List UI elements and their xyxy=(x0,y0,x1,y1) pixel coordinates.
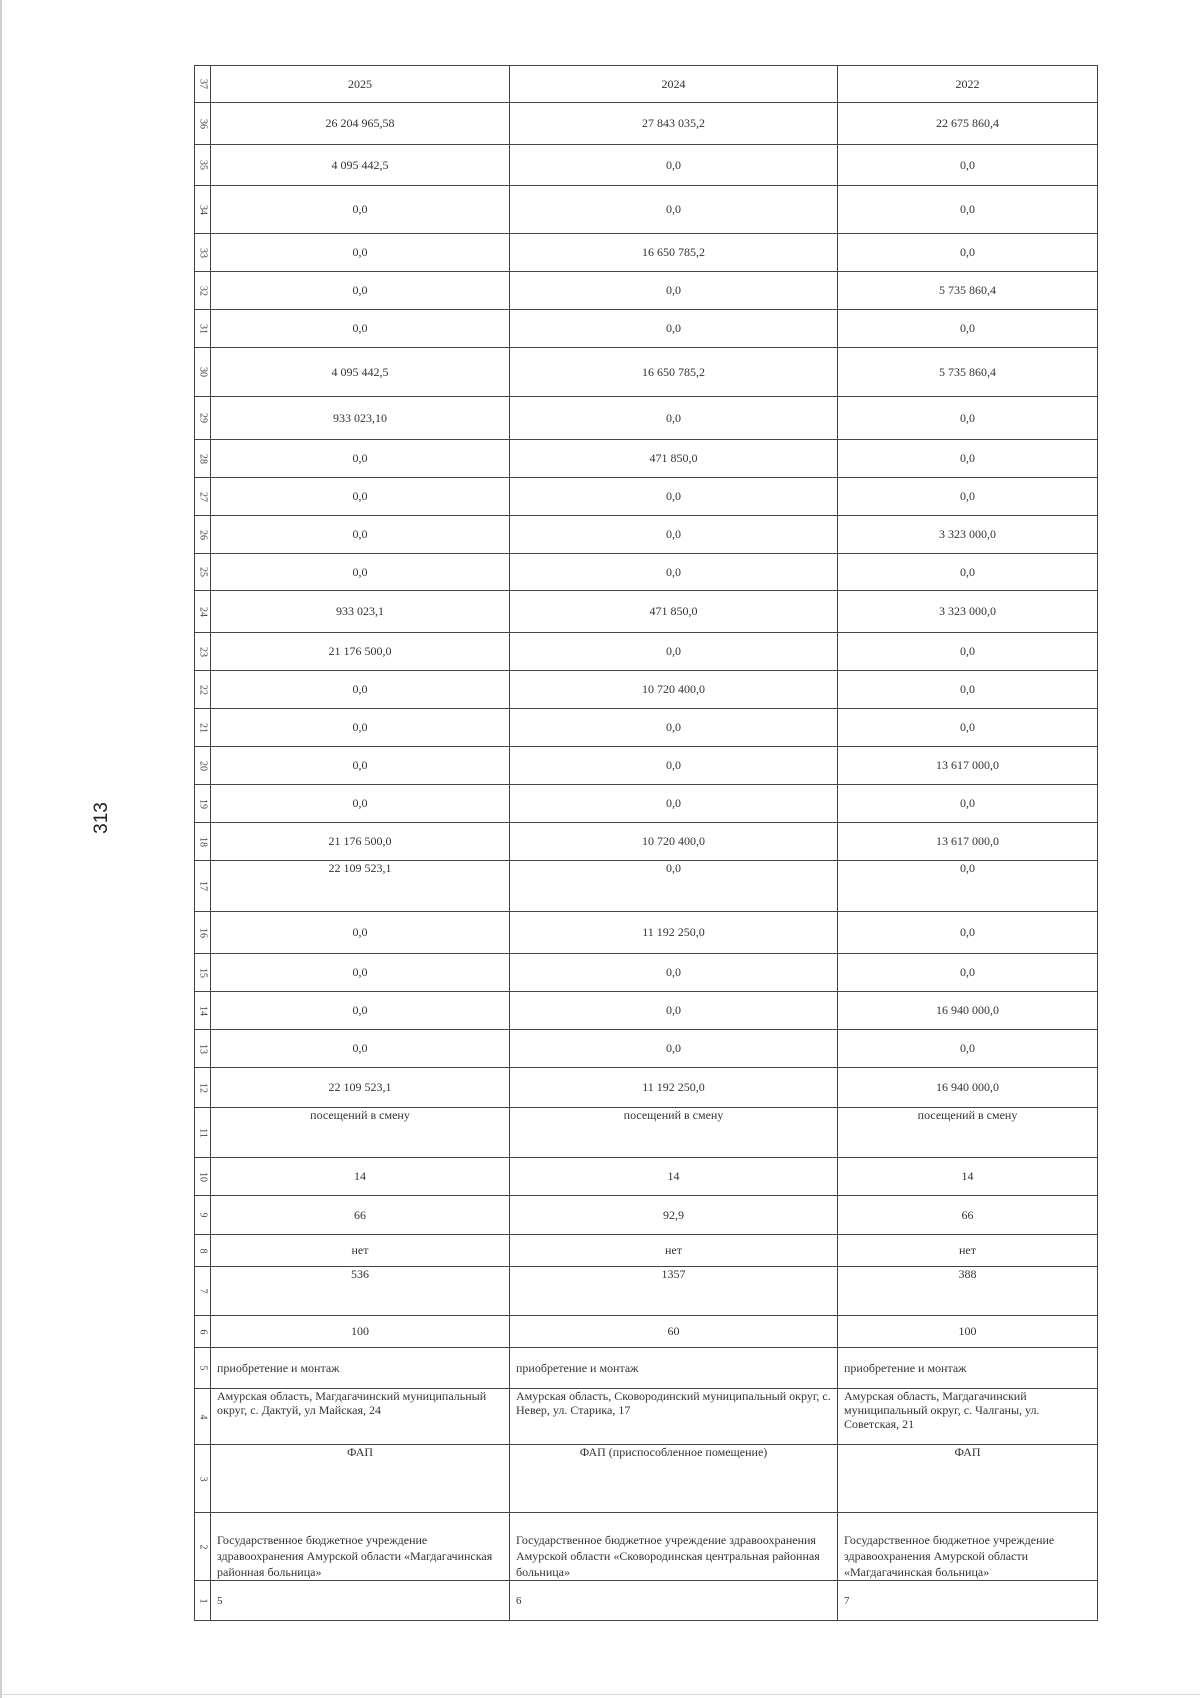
row-number: 14 xyxy=(197,1005,208,1016)
table-cell-col-a: 0,0 xyxy=(211,709,510,747)
page-left-border xyxy=(0,0,2,1698)
table-cell-col-c: 7 xyxy=(838,1581,1098,1621)
table-cell-col-b: Государственное бюджетное учреждение здравоохранения Амурской области «Сковородинская центральная районная больница» xyxy=(510,1513,838,1581)
row-number-cell xyxy=(195,554,211,591)
table-cell-col-c: 0,0 xyxy=(838,785,1098,823)
table-row xyxy=(195,709,1098,747)
row-number-cell xyxy=(195,478,211,516)
table-row xyxy=(195,671,1098,709)
table-cell-col-c: 2022 xyxy=(838,66,1098,103)
table-cell-col-a: 14 xyxy=(211,1158,510,1196)
table-cell-col-b: 60 xyxy=(510,1316,838,1348)
row-number-cell xyxy=(195,671,211,709)
table-cell-col-a: 0,0 xyxy=(211,440,510,478)
table-cell-col-a: 933 023,1 xyxy=(211,591,510,633)
table-cell-col-c: 5 735 860,4 xyxy=(838,272,1098,310)
row-number-cell xyxy=(195,912,211,954)
row-number-cell xyxy=(195,861,211,912)
row-number: 31 xyxy=(197,323,208,334)
row-number-cell xyxy=(195,1108,211,1158)
table-cell-col-a: 0,0 xyxy=(211,912,510,954)
table-row xyxy=(195,310,1098,348)
table-row xyxy=(195,348,1098,397)
row-number: 19 xyxy=(197,798,208,809)
table-cell-col-b: 27 843 035,2 xyxy=(510,103,838,145)
table-cell-col-a: 0,0 xyxy=(211,554,510,591)
row-number-cell xyxy=(195,310,211,348)
table-row xyxy=(195,633,1098,671)
table-cell-col-a: 0,0 xyxy=(211,478,510,516)
table-cell-col-c: 0,0 xyxy=(838,145,1098,186)
table-cell-col-a: 4 095 442,5 xyxy=(211,348,510,397)
table-row xyxy=(195,912,1098,954)
table-row xyxy=(195,1267,1098,1316)
table-cell-col-c: 5 735 860,4 xyxy=(838,348,1098,397)
row-number: 4 xyxy=(197,1414,208,1419)
table-cell-col-b: приобретение и монтаж xyxy=(510,1348,838,1389)
table-cell-col-c: 13 617 000,0 xyxy=(838,747,1098,785)
row-number: 32 xyxy=(197,285,208,296)
row-number-cell xyxy=(195,1513,211,1581)
table-cell-col-c: 16 940 000,0 xyxy=(838,992,1098,1030)
row-number-cell xyxy=(195,1030,211,1068)
table-row xyxy=(195,397,1098,440)
row-number-cell xyxy=(195,633,211,671)
row-number-cell xyxy=(195,747,211,785)
table-row xyxy=(195,1030,1098,1068)
row-number: 23 xyxy=(197,646,208,657)
table-cell-col-a: 0,0 xyxy=(211,234,510,272)
table-cell-col-a: 2025 xyxy=(211,66,510,103)
row-number: 13 xyxy=(197,1043,208,1054)
table-cell-col-a: 0,0 xyxy=(211,272,510,310)
table-cell-col-b: ФАП (приспособленное помещение) xyxy=(510,1445,838,1513)
row-number: 6 xyxy=(197,1329,208,1334)
table-cell-col-b: 0,0 xyxy=(510,516,838,554)
table-cell-col-c: 22 675 860,4 xyxy=(838,103,1098,145)
table-cell-col-c: 0,0 xyxy=(838,861,1098,912)
table-row xyxy=(195,1068,1098,1108)
row-number: 37 xyxy=(197,79,208,89)
table-cell-col-c: 66 xyxy=(838,1196,1098,1235)
table-cell-col-c: ФАП xyxy=(838,1445,1098,1513)
row-number-cell xyxy=(195,591,211,633)
row-number-cell xyxy=(195,272,211,310)
table-cell-col-a: 22 109 523,1 xyxy=(211,1068,510,1108)
table-cell-col-b: 0,0 xyxy=(510,272,838,310)
row-number-cell xyxy=(195,1196,211,1235)
row-number-cell xyxy=(195,1581,211,1621)
row-number: 10 xyxy=(197,1171,208,1182)
table-row xyxy=(195,992,1098,1030)
row-number-cell xyxy=(195,1235,211,1267)
table-row xyxy=(195,66,1098,103)
row-number: 9 xyxy=(197,1212,208,1218)
table-cell-col-a: ФАП xyxy=(211,1445,510,1513)
row-number-cell xyxy=(195,145,211,186)
row-number: 3 xyxy=(197,1476,208,1481)
table-cell-col-a: 22 109 523,1 xyxy=(211,861,510,912)
table-cell-col-a: 0,0 xyxy=(211,516,510,554)
table-cell-col-a: 0,0 xyxy=(211,785,510,823)
row-number-cell xyxy=(195,1068,211,1108)
table-cell-col-a: Амурская область, Магдагачинский муниципальный округ, с. Дактуй, ул Майская, 24 xyxy=(211,1389,510,1445)
row-number-cell xyxy=(195,103,211,145)
table-cell-col-b: посещений в смену xyxy=(510,1108,838,1158)
table-cell-col-a: 536 xyxy=(211,1267,510,1316)
table-cell-col-c: 100 xyxy=(838,1316,1098,1348)
table-cell-col-c: 0,0 xyxy=(838,554,1098,591)
row-number-cell xyxy=(195,1445,211,1513)
row-number-cell xyxy=(195,954,211,992)
table-row xyxy=(195,1581,1098,1621)
table-row xyxy=(195,823,1098,861)
row-number: 2 xyxy=(197,1544,208,1549)
row-number: 11 xyxy=(197,1127,208,1138)
table-cell-col-b: 10 720 400,0 xyxy=(510,823,838,861)
table-row xyxy=(195,1389,1098,1445)
row-number: 29 xyxy=(197,413,208,423)
table-cell-col-b: 0,0 xyxy=(510,145,838,186)
table-row xyxy=(195,1158,1098,1196)
table-row xyxy=(195,272,1098,310)
row-number: 35 xyxy=(197,160,208,170)
page-bottom-line xyxy=(0,1694,1200,1695)
table-row xyxy=(195,1196,1098,1235)
table-cell-col-a: Государственное бюджетное учреждение здравоохранения Амурской области «Магдагачинская районная больница» xyxy=(211,1513,510,1581)
table-cell-col-a: 0,0 xyxy=(211,747,510,785)
table-cell-col-b: 0,0 xyxy=(510,785,838,823)
table-cell-col-b: 6 xyxy=(510,1581,838,1621)
row-number-cell xyxy=(195,186,211,234)
table-row xyxy=(195,186,1098,234)
table-row xyxy=(195,785,1098,823)
table-cell-col-c: 13 617 000,0 xyxy=(838,823,1098,861)
table-cell-col-b: 10 720 400,0 xyxy=(510,671,838,709)
row-number: 1 xyxy=(197,1598,208,1603)
row-number: 21 xyxy=(197,722,208,733)
table-cell-col-b: 471 850,0 xyxy=(510,591,838,633)
row-number: 5 xyxy=(197,1365,208,1371)
table-cell-col-b: 16 650 785,2 xyxy=(510,348,838,397)
table-cell-col-c: 0,0 xyxy=(838,912,1098,954)
table-row xyxy=(195,1235,1098,1267)
table-row xyxy=(195,1513,1098,1581)
table-cell-col-a: 21 176 500,0 xyxy=(211,823,510,861)
table-cell-col-b: Амурская область, Сковородинский муниципальный округ, с. Невер, ул. Старика, 17 xyxy=(510,1389,838,1445)
row-number: 30 xyxy=(197,367,208,377)
row-number-cell xyxy=(195,440,211,478)
row-number: 33 xyxy=(197,247,208,258)
table-row xyxy=(195,478,1098,516)
row-number-cell xyxy=(195,823,211,861)
table-cell-col-c: 0,0 xyxy=(838,234,1098,272)
table-cell-col-b: 0,0 xyxy=(510,954,838,992)
table-cell-col-b: 16 650 785,2 xyxy=(510,234,838,272)
table-cell-col-a: 0,0 xyxy=(211,992,510,1030)
table-row xyxy=(195,516,1098,554)
table-cell-col-c: 0,0 xyxy=(838,1030,1098,1068)
table-row xyxy=(195,440,1098,478)
row-number: 8 xyxy=(197,1248,208,1253)
table-cell-col-c: 388 xyxy=(838,1267,1098,1316)
row-number-cell xyxy=(195,397,211,440)
table-cell-col-c: приобретение и монтаж xyxy=(838,1348,1098,1389)
row-number-cell xyxy=(195,516,211,554)
table-cell-col-c: посещений в смену xyxy=(838,1108,1098,1158)
row-number: 36 xyxy=(197,118,208,129)
table-cell-col-a: 5 xyxy=(211,1581,510,1621)
row-number-cell xyxy=(195,66,211,103)
table-cell-col-b: 0,0 xyxy=(510,186,838,234)
row-number: 17 xyxy=(197,881,208,891)
row-number: 22 xyxy=(197,684,208,695)
page-number: 313 xyxy=(91,802,112,834)
row-number-cell xyxy=(195,992,211,1030)
table-row xyxy=(195,1348,1098,1389)
table-cell-col-b: 0,0 xyxy=(510,478,838,516)
table-cell-col-b: 0,0 xyxy=(510,633,838,671)
table-cell-col-c: 0,0 xyxy=(838,397,1098,440)
row-number-cell xyxy=(195,1158,211,1196)
table-cell-col-a: 21 176 500,0 xyxy=(211,633,510,671)
table-cell-col-c: Амурская область, Магдагачинский муниципальный округ, с. Чалганы, ул. Советская, 21 xyxy=(838,1389,1098,1445)
row-number: 16 xyxy=(197,927,208,938)
table-row xyxy=(195,861,1098,912)
row-number-cell xyxy=(195,1348,211,1389)
row-number: 25 xyxy=(197,567,208,577)
table-cell-col-c: 16 940 000,0 xyxy=(838,1068,1098,1108)
table-cell-col-b: 0,0 xyxy=(510,554,838,591)
table-cell-col-c: 0,0 xyxy=(838,478,1098,516)
table-cell-col-a: 0,0 xyxy=(211,671,510,709)
table-cell-col-c: 0,0 xyxy=(838,310,1098,348)
table-cell-col-c: 3 323 000,0 xyxy=(838,516,1098,554)
table-cell-col-a: 0,0 xyxy=(211,954,510,992)
table-cell-col-c: 0,0 xyxy=(838,186,1098,234)
table-cell-col-c: 3 323 000,0 xyxy=(838,591,1098,633)
row-number: 24 xyxy=(197,606,208,617)
table-cell-col-a: 26 204 965,58 xyxy=(211,103,510,145)
table-row xyxy=(195,145,1098,186)
table-cell-col-a: 0,0 xyxy=(211,310,510,348)
table-cell-col-b: 0,0 xyxy=(510,992,838,1030)
row-number-cell xyxy=(195,1267,211,1316)
table-cell-col-c: 0,0 xyxy=(838,709,1098,747)
row-number: 18 xyxy=(197,836,208,847)
table-row xyxy=(195,103,1098,145)
table-cell-col-c: нет xyxy=(838,1235,1098,1267)
table-cell-col-c: 0,0 xyxy=(838,633,1098,671)
table-cell-col-b: 0,0 xyxy=(510,861,838,912)
table-cell-col-a: 933 023,10 xyxy=(211,397,510,440)
table-row xyxy=(195,954,1098,992)
table-cell-col-b: 0,0 xyxy=(510,397,838,440)
table-cell-col-b: 2024 xyxy=(510,66,838,103)
table-row xyxy=(195,1445,1098,1513)
table-row xyxy=(195,234,1098,272)
table-cell-col-b: нет xyxy=(510,1235,838,1267)
table-cell-col-a: 100 xyxy=(211,1316,510,1348)
table-cell-col-b: 471 850,0 xyxy=(510,440,838,478)
table-cell-col-a: приобретение и монтаж xyxy=(211,1348,510,1389)
table-cell-col-b: 11 192 250,0 xyxy=(510,912,838,954)
table-cell-col-a: 0,0 xyxy=(211,186,510,234)
row-number: 27 xyxy=(197,491,208,502)
table-row xyxy=(195,747,1098,785)
table-cell-col-b: 14 xyxy=(510,1158,838,1196)
row-number: 12 xyxy=(197,1082,208,1093)
row-number-cell xyxy=(195,348,211,397)
table-cell-col-c: Государственное бюджетное учреждение здравоохранения Амурской области «Магдагачинская больница» xyxy=(838,1513,1098,1581)
row-number: 20 xyxy=(197,760,208,771)
table-cell-col-c: 14 xyxy=(838,1158,1098,1196)
table-cell-col-a: 0,0 xyxy=(211,1030,510,1068)
table-cell-col-c: 0,0 xyxy=(838,440,1098,478)
table-cell-col-a: 4 095 442,5 xyxy=(211,145,510,186)
row-number-cell xyxy=(195,1389,211,1445)
table-cell-col-b: 11 192 250,0 xyxy=(510,1068,838,1108)
table-row xyxy=(195,554,1098,591)
row-number: 15 xyxy=(197,967,208,978)
table-cell-col-b: 1357 xyxy=(510,1267,838,1316)
table-cell-col-b: 0,0 xyxy=(510,747,838,785)
table-cell-col-a: 66 xyxy=(211,1196,510,1235)
table-cell-col-b: 0,0 xyxy=(510,1030,838,1068)
row-number: 26 xyxy=(197,529,208,540)
row-number-cell xyxy=(195,234,211,272)
table-row xyxy=(195,591,1098,633)
row-number: 34 xyxy=(197,204,208,215)
table-cell-col-b: 0,0 xyxy=(510,310,838,348)
table-cell-col-b: 92,9 xyxy=(510,1196,838,1235)
table-cell-col-a: нет xyxy=(211,1235,510,1267)
table-row xyxy=(195,1108,1098,1158)
table-cell-col-c: 0,0 xyxy=(838,954,1098,992)
row-number: 28 xyxy=(197,453,208,464)
row-number-cell xyxy=(195,785,211,823)
table-cell-col-b: 0,0 xyxy=(510,709,838,747)
table-body xyxy=(195,66,1098,1621)
table-cell-col-c: 0,0 xyxy=(838,671,1098,709)
row-number-cell xyxy=(195,709,211,747)
table-cell-col-a: посещений в смену xyxy=(211,1108,510,1158)
data-table xyxy=(194,65,1098,1621)
table-row xyxy=(195,1316,1098,1348)
row-number: 7 xyxy=(197,1288,208,1294)
row-number-cell xyxy=(195,1316,211,1348)
